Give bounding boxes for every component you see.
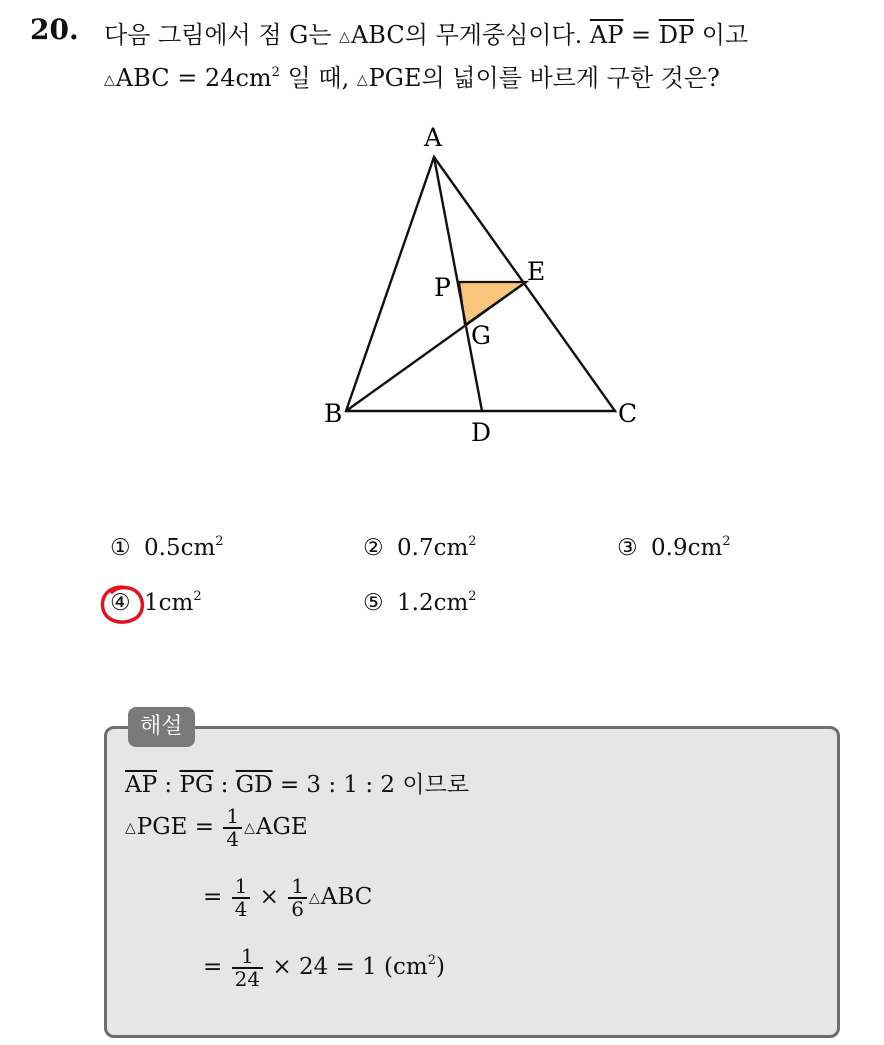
choice-mark: ① [110,535,131,561]
numerator: 1 [240,944,254,968]
numerator: 1 [226,804,240,828]
choice-value: 0.7cm [397,535,469,561]
triangle-symbol: △ [339,29,350,45]
choice-value: 1cm [144,590,194,616]
segment-ap: $\overline{AP}$ [589,21,624,49]
triangle-symbol: △ [244,820,255,836]
denominator: 4 [232,897,251,920]
question-text: 일 때, [279,64,357,92]
choice-mark: ③ [617,535,638,561]
choice-value: 0.5cm [144,535,216,561]
label-b: B [324,399,343,428]
denominator: 4 [223,827,242,850]
triangle-figure [300,115,660,455]
equation-result: × 24 = 1 (cm [265,954,428,980]
solution-line-1 [125,766,469,799]
segment-dp: $\overline{DP}$ [658,21,695,49]
superscript: 2 [271,65,280,80]
numerator: 1 [234,874,248,898]
label-p: P [434,273,451,302]
segment-pg: $\overline{PG}$ [179,772,214,798]
equals-sign: = [203,954,230,980]
label-c: C [618,399,638,428]
triangle-symbol: △ [308,890,320,906]
fraction [288,876,307,920]
equals-sign: = [203,884,230,910]
label-a: A [424,123,443,152]
triangle-symbol: △ [356,72,368,88]
superscript: 2 [468,589,477,604]
choice-value: 1.2cm [397,590,469,616]
superscript: 2 [468,534,477,549]
answer-circle-mark [98,582,150,630]
choice-1[interactable] [110,535,224,561]
segment-ap: $\overline{AP}$ [125,772,158,798]
question-text: ABC = 24cm [115,64,272,92]
superscript: 2 [427,953,436,968]
equation-rhs: ABC [320,884,373,910]
triangle-symbol: △ [125,820,136,836]
denominator: 6 [288,897,307,920]
choice-mark: ⑤ [363,590,384,616]
colon: : [213,772,236,798]
fraction [232,946,263,990]
close-paren: ) [436,954,445,980]
solution-line-2 [125,806,308,850]
superscript: 2 [215,534,224,549]
equation-rhs: AGE [255,814,308,840]
choice-mark: ② [363,535,384,561]
segment-gd: $\overline{GD}$ [235,772,273,798]
question-text: PGE의 넓이를 바르게 구한 것은? [368,64,720,92]
label-e: E [527,257,546,286]
superscript: 2 [193,589,202,604]
solution-line-4 [203,946,445,990]
fraction [232,876,251,920]
label-d: D [471,418,492,447]
question-text: ABC의 무게중심이다. [350,21,590,49]
question-text: 이고 [694,21,749,49]
choice-3[interactable] [617,535,731,561]
question-text-line-1 [104,15,748,50]
choice-5[interactable] [363,590,477,616]
question-number: 20. [30,13,79,46]
solution-line-3 [203,876,372,920]
fraction [223,806,242,850]
denominator: 24 [232,967,263,990]
choice-value: 0.9cm [651,535,723,561]
colon: : [157,772,180,798]
numerator: 1 [291,874,304,898]
equation-lhs: PGE = [136,814,222,840]
choice-2[interactable] [363,535,477,561]
equals-sign: = [623,21,659,49]
superscript: 2 [722,534,731,549]
triangle-symbol: △ [104,72,115,88]
choice-mark: ④ [110,590,131,616]
ratio-text: = 3 : 1 : 2 이므로 [272,772,470,798]
label-g: G [471,321,491,350]
times-sign: × [252,884,287,910]
solution-tag: 해설 [128,707,195,747]
question-text-line-2 [104,58,720,93]
question-text: 다음 그림에서 점 G는 [104,21,340,49]
